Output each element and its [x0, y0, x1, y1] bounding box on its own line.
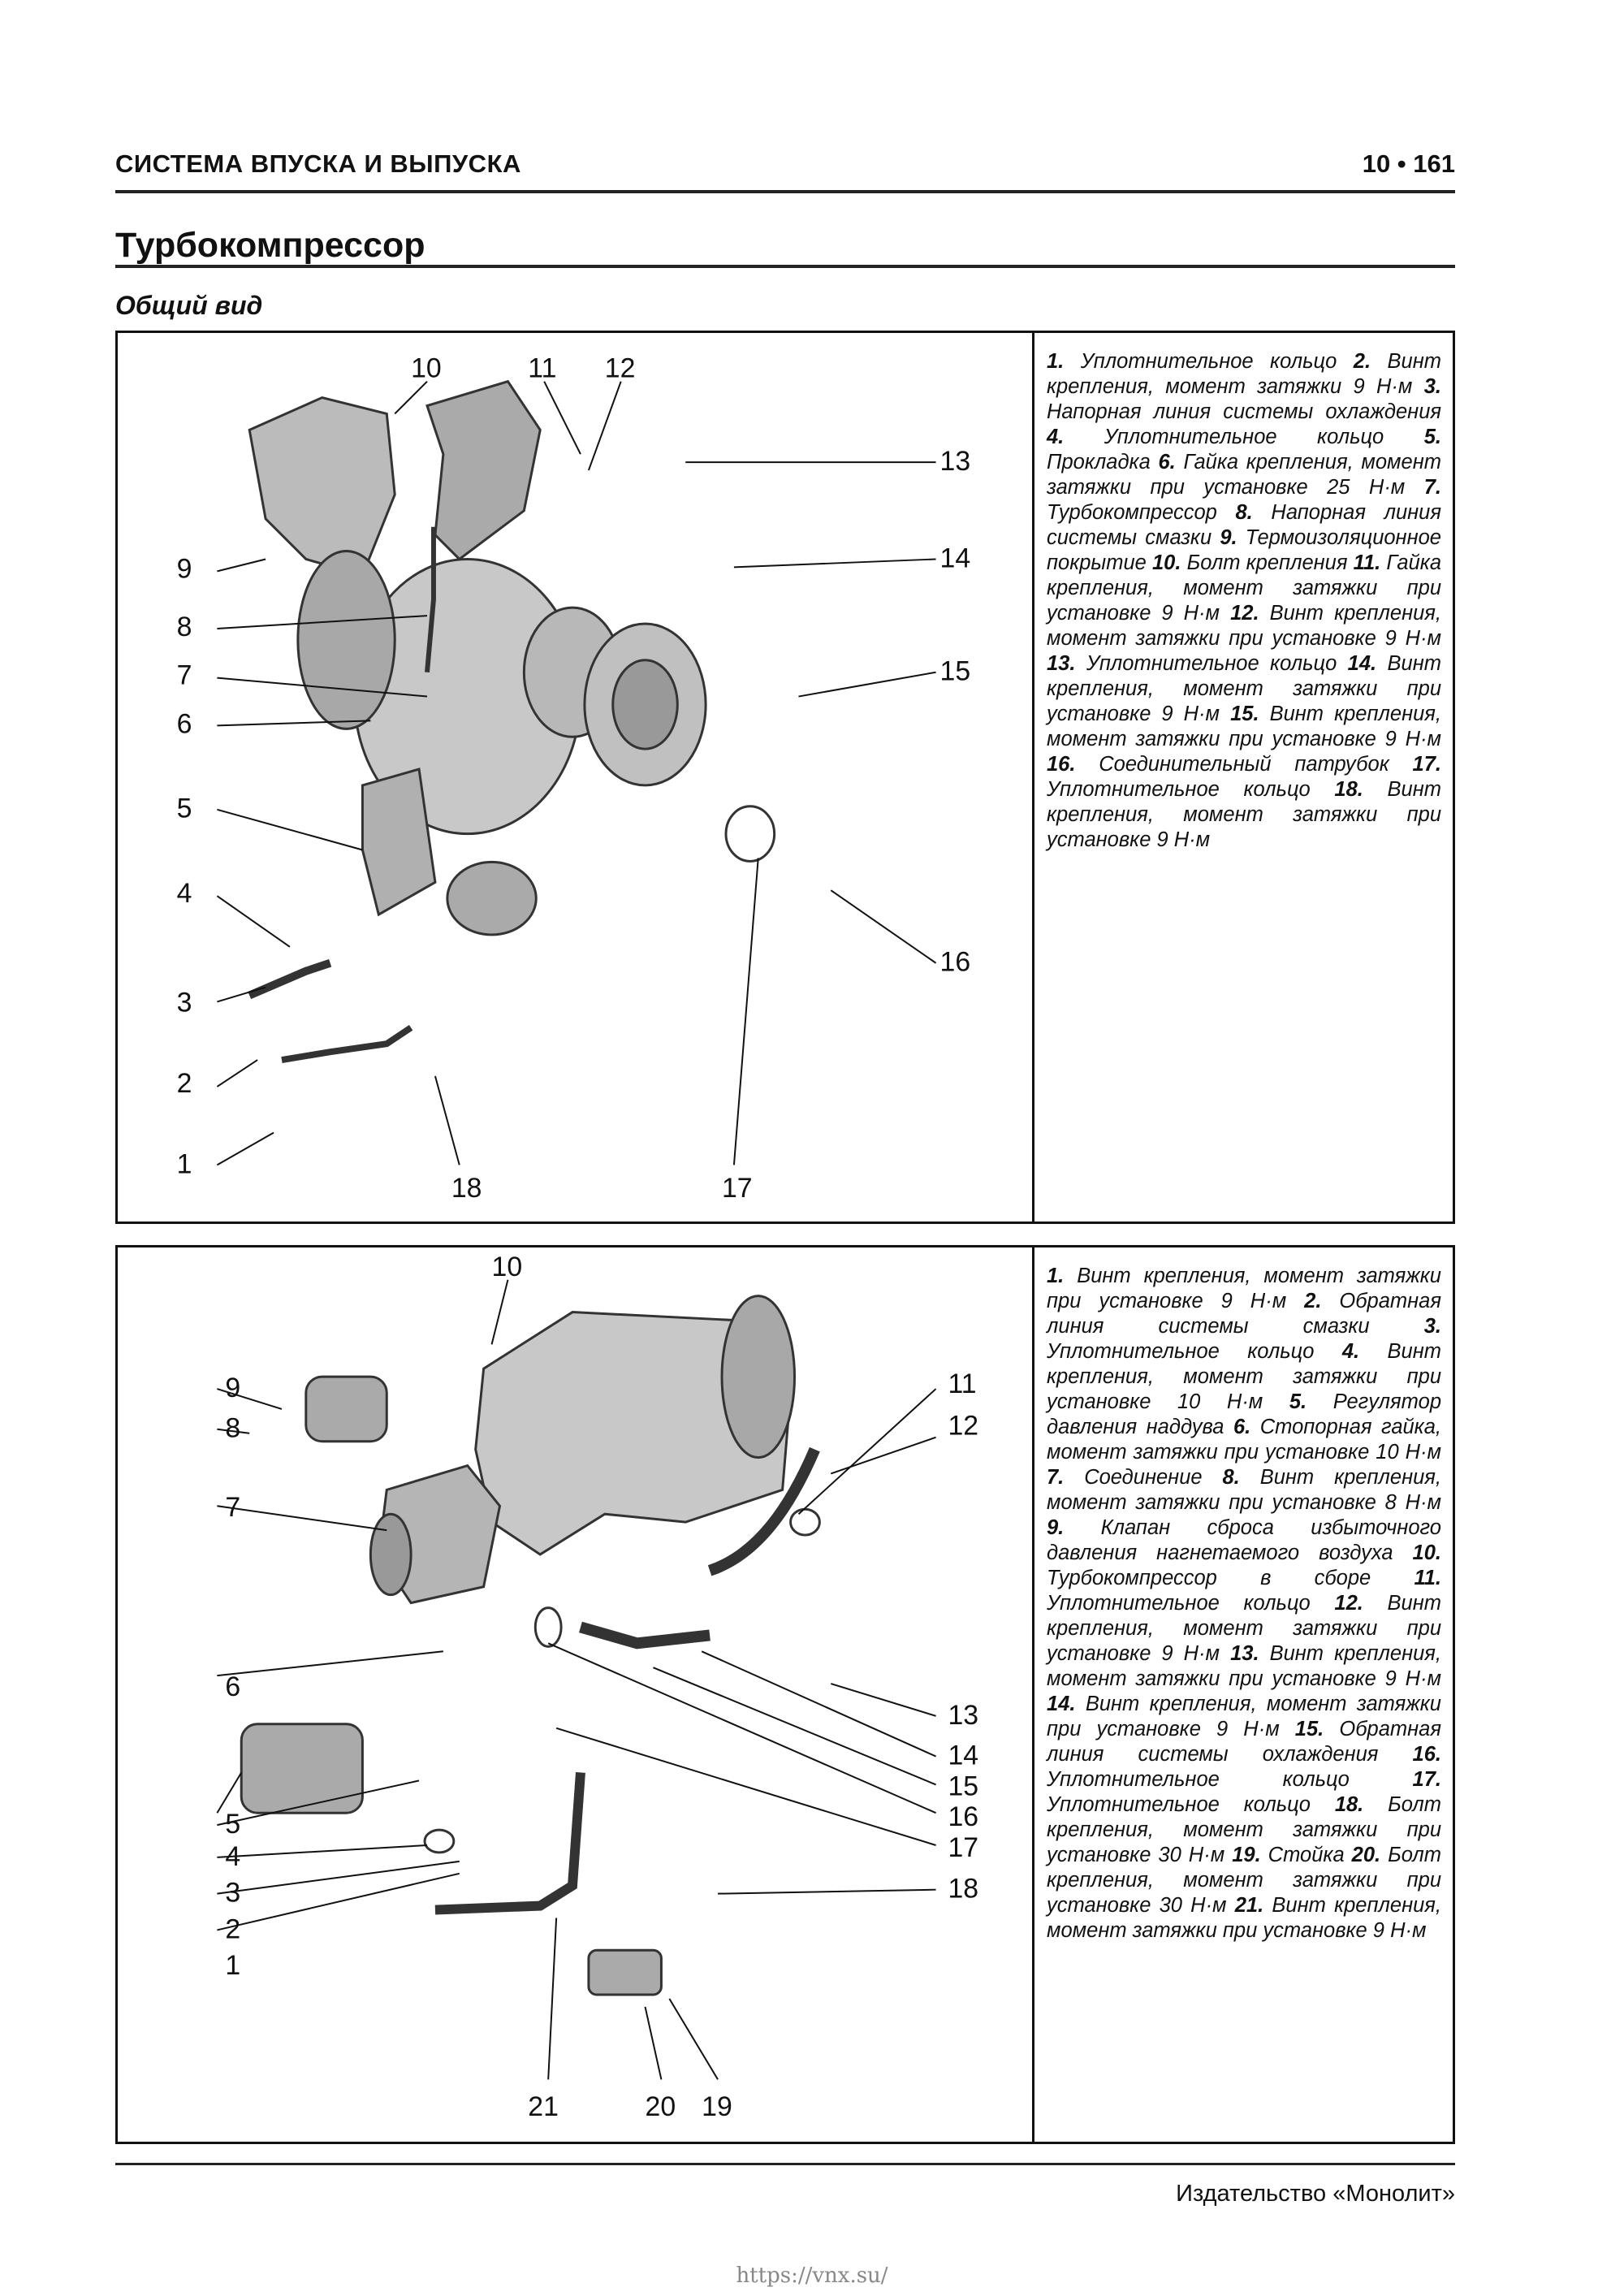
legend-number: 20.	[1351, 1844, 1381, 1866]
bracket	[589, 1950, 662, 1995]
label-11: 11	[528, 352, 557, 384]
label-16: 16	[939, 946, 971, 978]
heat-shield	[249, 398, 395, 576]
coolant-pipe	[249, 963, 330, 996]
exploded-diagram-2	[118, 1247, 1034, 2142]
legend-text: Болт крепления, момент затяжки при установке 30 Н·м	[1047, 1793, 1441, 1866]
legend-number: 4.	[1341, 1340, 1360, 1363]
manifold-shield	[427, 382, 540, 560]
label-9: 9	[225, 1372, 241, 1403]
label-8: 8	[176, 611, 192, 642]
legend-number: 12.	[1230, 602, 1259, 625]
legend-number: 8.	[1235, 501, 1253, 524]
page-number: 10 • 161	[1362, 149, 1455, 178]
legend-number: 21.	[1234, 1894, 1264, 1917]
legend-text: Винт крепления, момент затяжки при установке 10 Н·м	[1047, 1340, 1441, 1413]
legend-number: 9.	[1047, 1516, 1065, 1539]
subtitle: Общий вид	[115, 291, 263, 320]
legend-number: 3.	[1423, 375, 1441, 398]
label-2: 2	[176, 1067, 192, 1099]
legend-number: 3.	[1423, 1315, 1441, 1338]
legend-number: 6.	[1233, 1416, 1251, 1438]
legend-text: Уплотнительное кольцо	[1064, 350, 1354, 373]
legend-text: Стопорная гайка, момент затяжки при установке 10 Н·м	[1047, 1416, 1441, 1464]
legend-number: 7.	[1423, 476, 1441, 499]
legend-text: Уплотнительное кольцо	[1064, 426, 1424, 448]
label-7: 7	[176, 659, 192, 691]
legend-number: 2.	[1304, 1290, 1322, 1312]
legend-text: Уплотнительное кольцо	[1047, 1592, 1335, 1615]
legend-number: 10.	[1412, 1541, 1441, 1564]
label-18: 18	[451, 1173, 482, 1204]
legend-number: 18.	[1334, 778, 1363, 801]
turbo-diagram-2	[118, 1247, 1032, 2142]
legend-number: 6.	[1158, 451, 1176, 473]
label-3: 3	[225, 1877, 241, 1909]
legend-text: Винт крепления, момент затяжки при установке 9 Н·м	[1047, 703, 1441, 750]
legend-text: Уплотнительное кольцо	[1047, 1340, 1342, 1363]
legend-text: Термоизоляционное покрытие	[1047, 526, 1441, 574]
turbine-outlet	[447, 862, 536, 935]
label-9: 9	[176, 553, 192, 585]
label-4: 4	[176, 878, 192, 910]
legend-number: 14.	[1347, 652, 1377, 675]
legend-number: 10.	[1151, 551, 1181, 574]
legend-text: Винт крепления, момент затяжки при установке 9 Н·м	[1047, 1642, 1441, 1690]
label-5: 5	[176, 793, 192, 824]
section-title: СИСТЕМА ВПУСКА И ВЫПУСКА	[115, 149, 521, 178]
label-19: 19	[702, 2091, 732, 2123]
legend-text: Турбокомпрессор	[1047, 501, 1236, 524]
running-header	[115, 146, 1455, 188]
legend-number: 18.	[1334, 1793, 1364, 1816]
title-rule	[115, 265, 1455, 268]
legend-text: Винт крепления, момент затяжки при установке 9 Н·м	[1047, 1894, 1441, 1942]
source-url: https://vnx.su/	[736, 2264, 888, 2288]
legend-number: 17.	[1412, 753, 1441, 776]
figure-panel-1	[115, 331, 1455, 1224]
legend-text: Винт крепления, момент затяжки 9 Н·м	[1047, 350, 1441, 398]
legend-text: Клапан сброса избыточного давления нагнетаемого воздуха	[1047, 1516, 1441, 1564]
legend-number: 5.	[1423, 426, 1441, 448]
coolant-line	[282, 1027, 411, 1060]
legend-text: Напорная линия системы охлаждения	[1047, 400, 1441, 423]
footer-rule	[115, 2163, 1455, 2165]
label-15: 15	[948, 1771, 979, 1802]
header-rule	[115, 190, 1455, 193]
legend-number: 11.	[1353, 551, 1381, 574]
exploded-diagram-1	[118, 333, 1034, 1222]
diverter-valve	[306, 1377, 387, 1442]
label-17: 17	[722, 1173, 753, 1204]
legend-number: 17.	[1412, 1768, 1441, 1791]
label-5: 5	[225, 1809, 241, 1840]
legend-text: Стойка	[1260, 1844, 1352, 1866]
legend-text: Болт крепления	[1181, 551, 1354, 574]
label-15: 15	[939, 655, 971, 687]
legend-text: Обратная линия системы смазки	[1047, 1290, 1441, 1338]
legend-number: 15.	[1230, 703, 1259, 725]
label-20: 20	[645, 2091, 676, 2123]
compressor-housing	[722, 1296, 795, 1458]
label-4: 4	[225, 1840, 241, 1872]
legend-text: Болт крепления, момент затяжки при установке 30 Н·м	[1047, 1844, 1441, 1917]
legend-number: 4.	[1047, 426, 1065, 448]
label-14: 14	[948, 1740, 979, 1771]
legend-text: Винт крепления, момент затяжки при установке 9 Н·м	[1047, 1265, 1441, 1312]
legend-1	[1047, 349, 1441, 853]
legend-text: Гайка крепления, момент затяжки при установке 9 Н·м	[1047, 551, 1442, 625]
boost-regulator	[241, 1724, 362, 1813]
legend-text: Соединительный патрубок	[1075, 753, 1413, 776]
legend-text: Напорная линия системы смазки	[1047, 501, 1441, 549]
label-21: 21	[528, 2091, 559, 2123]
label-17: 17	[948, 1831, 979, 1863]
legend-text: Винт крепления, момент затяжки при установке 9 Н·м	[1047, 778, 1441, 851]
legend-text: Уплотнительное кольцо	[1047, 1768, 1413, 1791]
label-8: 8	[225, 1412, 241, 1444]
legend-text: Винт крепления, момент затяжки при установке 8 Н·м	[1047, 1466, 1441, 1514]
legend-text: Винт крепления, момент затяжки при установке 9 Н·м	[1047, 1592, 1441, 1665]
legend-number: 19.	[1232, 1844, 1261, 1866]
legend-number: 13.	[1230, 1642, 1259, 1665]
label-11: 11	[948, 1369, 977, 1400]
label-6: 6	[176, 708, 192, 740]
label-13: 13	[939, 446, 971, 478]
legend-text: Турбокомпрессор в сборе	[1047, 1567, 1415, 1589]
legend-text: Винт крепления, момент затяжки при установке 9 Н·м	[1047, 652, 1441, 725]
turbine-housing	[298, 551, 395, 729]
oil-return-line	[435, 1772, 581, 1909]
legend-text: Винт крепления, момент затяжки при установке 9 Н·м	[1047, 602, 1441, 650]
label-13: 13	[948, 1699, 979, 1731]
legend-number: 5.	[1289, 1390, 1307, 1413]
legend-number: 15.	[1294, 1718, 1324, 1740]
legend-number: 11.	[1414, 1567, 1441, 1589]
publisher: Издательство «Монолит»	[1176, 2181, 1455, 2207]
legend-text: Уплотнительное кольцо	[1047, 1793, 1335, 1816]
label-1: 1	[225, 1950, 241, 1982]
legend-number: 1.	[1047, 350, 1065, 373]
legend-number: 16.	[1047, 753, 1076, 776]
label-1: 1	[176, 1148, 192, 1180]
legend-number: 9.	[1220, 526, 1237, 549]
label-12: 12	[604, 352, 636, 384]
label-14: 14	[939, 543, 971, 574]
legend-text: Обратная линия системы охлаждения	[1047, 1718, 1441, 1766]
label-16: 16	[948, 1801, 979, 1833]
figure-panel-2	[115, 1245, 1455, 2144]
label-7: 7	[225, 1492, 241, 1524]
label-10: 10	[491, 1251, 523, 1282]
label-18: 18	[948, 1873, 979, 1905]
legend-number: 1.	[1047, 1265, 1065, 1287]
legend-text: Прокладка	[1047, 451, 1159, 473]
label-2: 2	[225, 1913, 241, 1945]
legend-number: 14.	[1047, 1693, 1076, 1715]
label-10: 10	[411, 352, 442, 384]
legend-text: Соединение	[1064, 1466, 1223, 1489]
legend-text: Уплотнительное кольцо	[1075, 652, 1348, 675]
o-ring	[726, 806, 775, 862]
legend-number: 8.	[1222, 1466, 1240, 1489]
legend-text: Гайка крепления, момент затяжки при установке 25 Н·м	[1047, 451, 1441, 499]
legend-number: 7.	[1047, 1466, 1065, 1489]
label-3: 3	[176, 987, 192, 1018]
legend-text: Уплотнительное кольцо	[1047, 778, 1335, 801]
label-12: 12	[948, 1410, 979, 1442]
legend-number: 13.	[1047, 652, 1076, 675]
legend-text: Регулятор давления наддува	[1047, 1390, 1441, 1438]
turbo-diagram-1	[118, 333, 1032, 1222]
page-title: Турбокомпрессор	[115, 226, 425, 265]
legend-text: Винт крепления, момент затяжки при установке 9 Н·м	[1047, 1693, 1441, 1740]
legend-number: 12.	[1334, 1592, 1363, 1615]
label-6: 6	[225, 1671, 241, 1702]
legend-number: 2.	[1353, 350, 1371, 373]
legend-2	[1047, 1264, 1441, 1944]
legend-number: 16.	[1412, 1743, 1441, 1766]
